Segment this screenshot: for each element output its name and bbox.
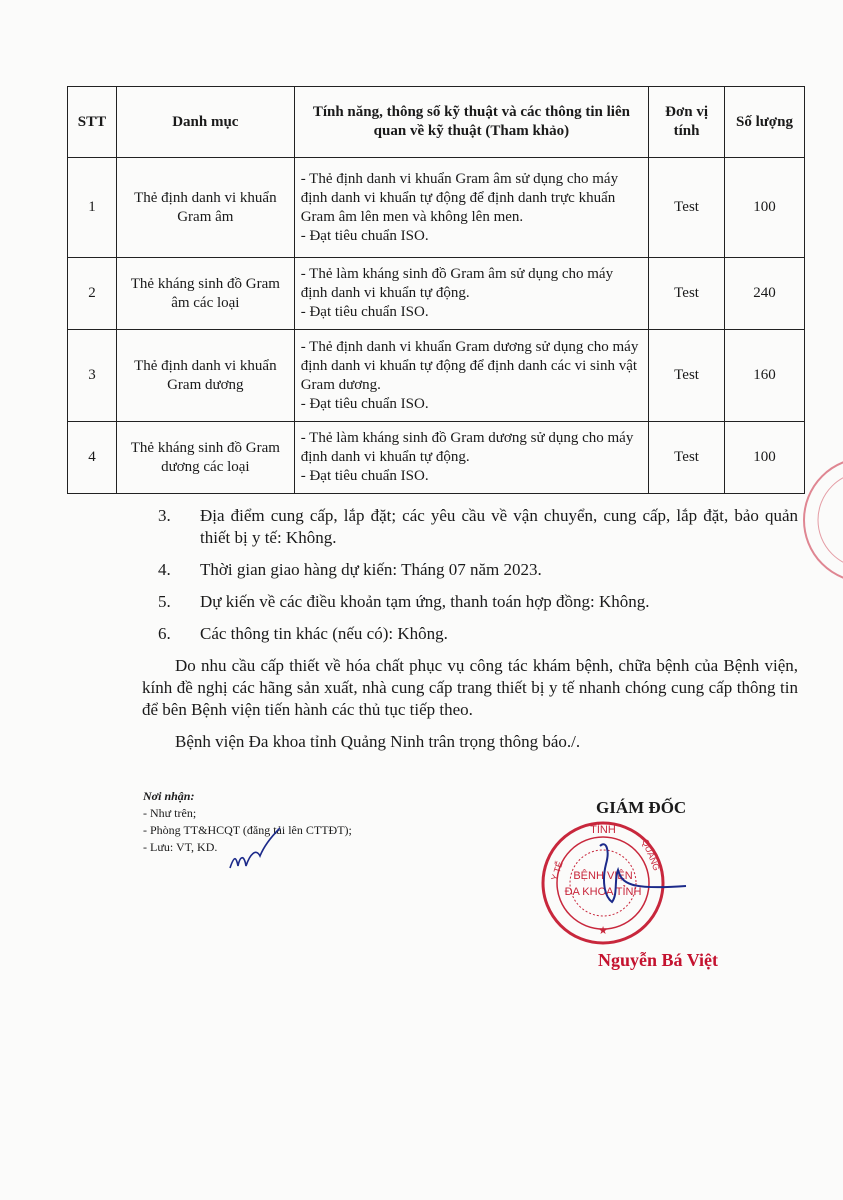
seal-left-text: Y TẾ [549, 860, 565, 882]
header-stt: STT [68, 87, 117, 158]
row-unit: Test [649, 258, 725, 330]
director-name: Nguyễn Bá Việt [598, 950, 719, 970]
item-number: 4. [158, 560, 171, 579]
row-stt: 2 [68, 258, 117, 330]
row-unit: Test [649, 422, 725, 494]
header-quantity: Số lượng [725, 87, 805, 158]
seal-top-text: TỈNH [590, 824, 616, 836]
director-title: GIÁM ĐỐC [596, 798, 687, 817]
row-category: Thẻ kháng sinh đồ Gram âm các loại [116, 258, 294, 330]
list-item [158, 591, 798, 613]
body-text [142, 505, 798, 763]
recipient-line: - Lưu: VT, KD. [143, 840, 218, 854]
item-number: 3. [158, 506, 171, 525]
row-unit: Test [649, 330, 725, 422]
row-category: Thẻ định danh vi khuẩn Gram âm [116, 158, 294, 258]
item-number: 6. [158, 624, 171, 643]
row-quantity: 100 [725, 158, 805, 258]
row-category: Thẻ kháng sinh đồ Gram dương các loại [116, 422, 294, 494]
row-category: Thẻ định danh vi khuẩn Gram dương [116, 330, 294, 422]
item-text: Các thông tin khác (nếu có): Không. [200, 624, 448, 643]
table-header-row [68, 87, 805, 158]
list-item [158, 505, 798, 549]
seal-line-1: BỆNH VIỆN [573, 870, 633, 882]
spec-line: - Đạt tiêu chuẩn ISO. [300, 304, 429, 320]
item-number: 5. [158, 592, 171, 611]
row-unit: Test [649, 158, 725, 258]
spec-line: - Thẻ làm kháng sinh đồ Gram dương sử dụng cho máy định danh vi khuẩn tự động. [300, 430, 634, 465]
spec-line: - Đạt tiêu chuẩn ISO. [300, 468, 429, 484]
row-quantity: 240 [725, 258, 805, 330]
request-paragraph: Do nhu cầu cấp thiết về hóa chất phục vụ công tác khám bệnh, chữa bệnh của Bệnh viện, kính đề nghị các hãng sản xuất, nhà cung cấp trang thiết bị y tế nhanh chóng cung cấp thông tin để bên Bệnh viện tiến hành các thủ tục tiếp theo. [142, 656, 798, 719]
header-unit: Đơn vị tính [649, 87, 725, 158]
partial-seal-icon [796, 440, 843, 590]
table-row [68, 258, 805, 330]
header-category: Danh mục [116, 87, 294, 158]
row-spec [294, 330, 648, 422]
row-quantity: 100 [725, 422, 805, 494]
list-item [158, 623, 798, 645]
spec-line: - Thẻ định danh vi khuẩn Gram âm sử dụng cho máy định danh vi khuẩn tự động để định danh trực khuẩn Gram âm lên men và không lên men. [300, 170, 619, 225]
row-spec [294, 158, 648, 258]
recipient-line: - Như trên; [143, 806, 197, 820]
spec-line: - Đạt tiêu chuẩn ISO. [300, 395, 429, 412]
item-text: Thời gian giao hàng dự kiến: Tháng 07 năm 2023. [200, 560, 542, 579]
item-text: Dự kiến về các điều khoản tạm ứng, thanh toán hợp đồng: Không. [200, 592, 650, 611]
row-stt: 3 [68, 330, 117, 422]
recipient-line: - Phòng TT&HCQT (đăng tải lên CTTĐT); [143, 823, 352, 837]
header-spec: Tính năng, thông số kỹ thuật và các thông tin liên quan về kỹ thuật (Tham khảo) [294, 87, 648, 158]
table-row [68, 158, 805, 258]
table-row [68, 422, 805, 494]
seal-right-text: QUẢNG [640, 837, 662, 873]
row-stt: 4 [68, 422, 117, 494]
spec-line: - Thẻ định danh vi khuẩn Gram dương sử dụng cho máy định danh vi khuẩn tự động để định danh các vi sinh vật Gram dương. [300, 338, 639, 393]
initials-icon [226, 826, 282, 876]
recipients-label: Nơi nhận: [143, 789, 195, 803]
row-spec [294, 258, 648, 330]
row-quantity: 160 [725, 330, 805, 422]
table-row [68, 330, 805, 422]
item-text: Địa điểm cung cấp, lắp đặt; các yêu cầu về vận chuyển, cung cấp, lắp đặt, bảo quản thiết bị y tế: Không. [200, 506, 798, 547]
list-item [158, 559, 798, 581]
row-spec [294, 422, 648, 494]
spec-line: - Thẻ làm kháng sinh đồ Gram âm sử dụng cho máy định danh vi khuẩn tự động. [300, 266, 614, 301]
spec-line: - Đạt tiêu chuẩn ISO. [300, 227, 429, 244]
signature-icon [560, 836, 690, 916]
closing-paragraph: Bệnh viện Đa khoa tỉnh Quảng Ninh trân trọng thông báo./. [175, 732, 581, 751]
row-stt: 1 [68, 158, 117, 258]
specification-table [67, 86, 805, 494]
svg-text:★: ★ [598, 925, 608, 937]
seal-line-2: ĐA KHOA TỈNH [564, 886, 642, 898]
